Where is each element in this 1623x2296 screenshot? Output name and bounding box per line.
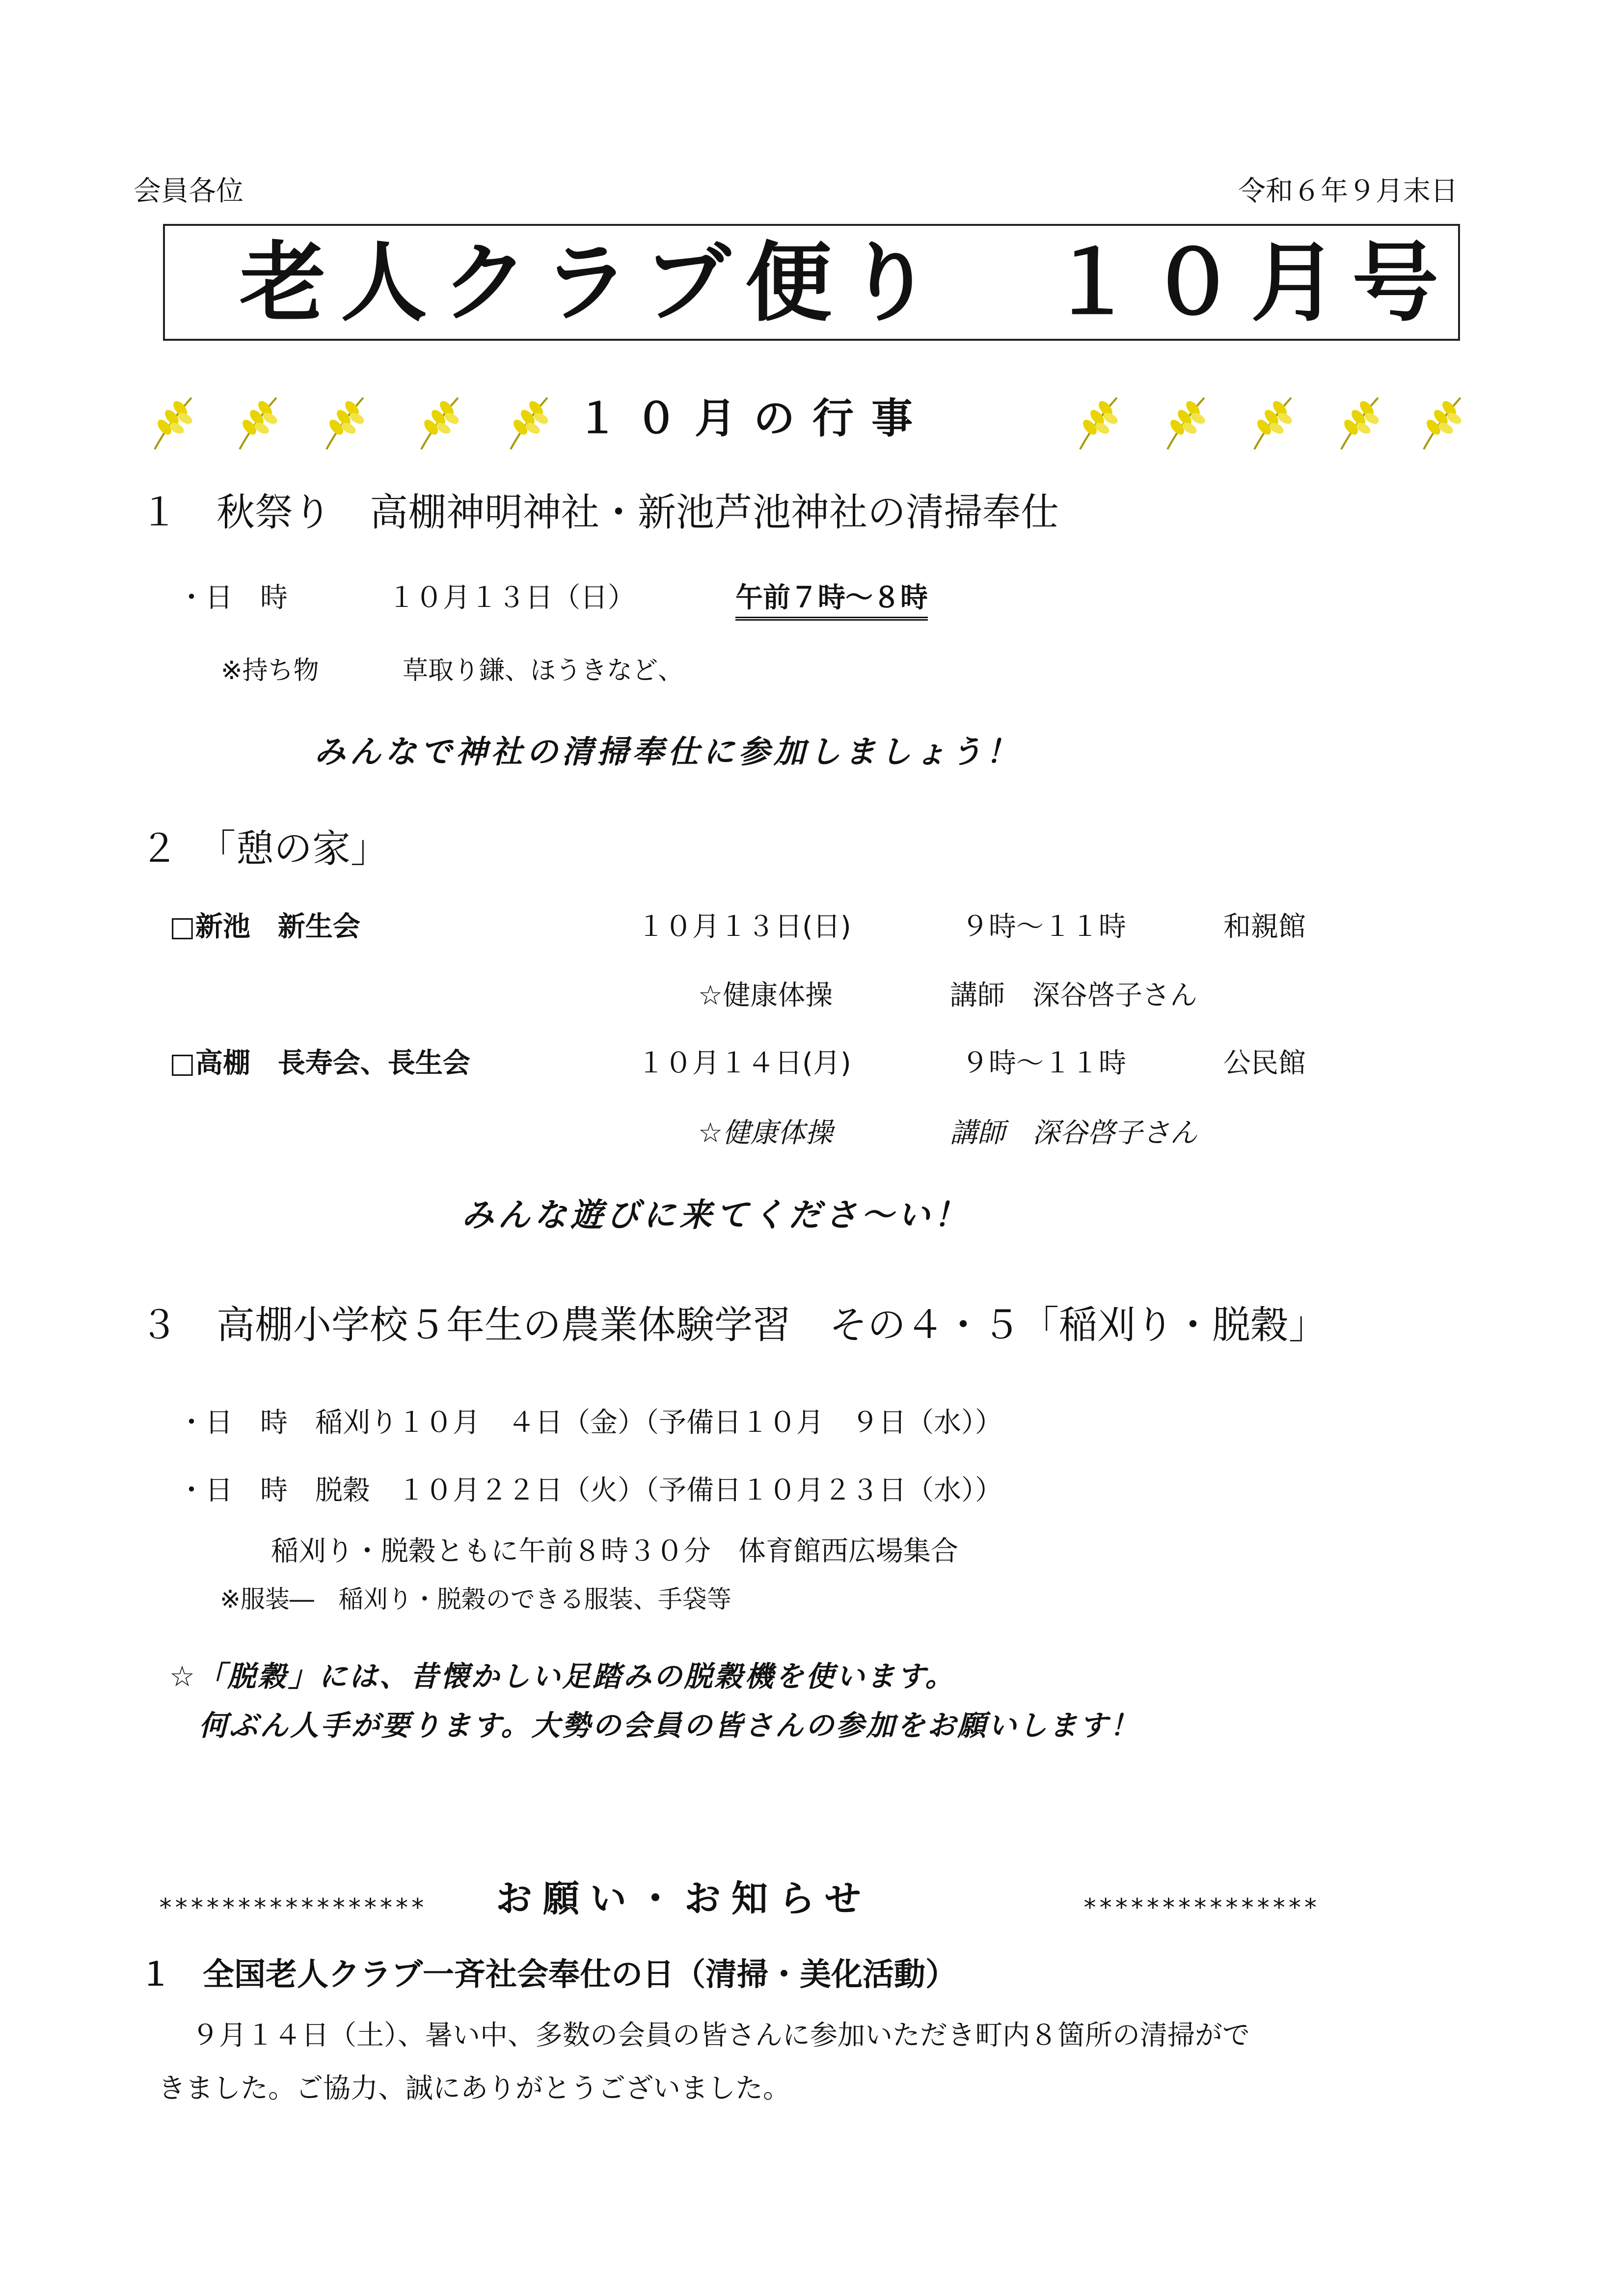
rice-ear-icon	[1249, 393, 1298, 452]
rice-ear-icon	[416, 393, 465, 452]
issue-date: 令和６年９月末日	[1238, 175, 1458, 207]
notices-heading: お願い・お知らせ	[496, 1878, 872, 1920]
section3-heading: ３ 高棚小学校５年生の農業体験学習 その４・５「稲刈り・脱穀」	[140, 1303, 1327, 1347]
section3-line2: ・日 時 脱穀 １０月２２日（火）（予備日１０月２３日（水））	[178, 1475, 1002, 1506]
group2-name: □高棚 長寿会、長生会	[169, 1047, 470, 1079]
group2-date: １０月１４日(月)	[637, 1047, 851, 1079]
group1-lecturer: 講師 深谷啓子さん	[950, 980, 1197, 1011]
events-heading: １０月の行事	[577, 394, 931, 442]
section1-date: １０月１３日（日）	[388, 582, 635, 614]
section3-call1: ☆「脱穀」には、昔懐かしい足踏みの脱穀機を使います。	[169, 1660, 956, 1693]
rice-ear-icon	[1075, 393, 1124, 452]
group2-activity: ☆健康体操	[698, 1117, 833, 1149]
rice-ear-icon	[150, 393, 199, 452]
section1-heading: １ 秋祭り 高棚神明神社・新池芦池神社の清掃奉仕	[140, 491, 1059, 535]
notice1-body-line2: きました。ご協力、誠にありがとうございました。	[158, 2073, 790, 2105]
section1-datetime-label: ・日 時	[178, 582, 288, 614]
rice-ear-icon	[1336, 393, 1385, 452]
stars-right: ***************	[1082, 1893, 1319, 1922]
rice-ear-icon	[1163, 393, 1212, 452]
stars-left: *****************	[158, 1893, 426, 1922]
newsletter-title: 老人クラブ便り １０月号	[240, 232, 1454, 333]
rice-ear-icon	[1419, 393, 1468, 452]
group1-place: 和親館	[1223, 911, 1306, 943]
section2-heading: ２ 「憩の家」	[140, 827, 389, 871]
section3-call2: 何ぶん人手が要ります。大勢の会員の皆さんの参加をお願いします！	[199, 1709, 1140, 1742]
group2-lecturer: 講師 深谷啓子さん	[950, 1117, 1197, 1149]
section3-line3: 稲刈り・脱穀ともに午前８時３０分 体育館西広場集合	[271, 1535, 958, 1567]
items-list: 草取り鎌、ほうきなど、	[403, 656, 684, 685]
section3-note: ※服装― 稲刈り・脱穀のできる服装、手袋等	[220, 1585, 731, 1613]
addressee: 会員各位	[134, 175, 243, 207]
rice-ear-icon	[322, 393, 371, 452]
group1-name: □新池 新生会	[169, 911, 360, 943]
group2-time: ９時～１１時	[961, 1047, 1126, 1079]
group2-place: 公民館	[1223, 1047, 1306, 1079]
group1-activity: ☆健康体操	[698, 980, 833, 1011]
items-label: ※持ち物	[221, 656, 319, 685]
section1-call: みんなで神社の清掃奉仕に参加しましょう！	[314, 734, 1021, 770]
section1-time: 午前７時～８時	[735, 582, 928, 621]
rice-ear-icon	[235, 393, 284, 452]
group1-date: １０月１３日(日)	[637, 911, 851, 943]
section3-line1: ・日 時 稲刈り１０月 ４日（金）（予備日１０月 ９日（水））	[178, 1407, 1002, 1439]
section2-call: みんな遊びに来てくださ～い！	[461, 1196, 970, 1234]
notice1-body-line1: ９月１４日（土）、暑い中、多数の会員の皆さんに参加いただき町内８箇所の清掃がで	[191, 2020, 1250, 2051]
rice-ear-icon	[506, 393, 555, 452]
notice1-heading: １ 全国老人クラブ一斉社会奉仕の日（清掃・美化活動）	[140, 1957, 957, 1993]
group1-time: ９時～１１時	[961, 911, 1126, 943]
